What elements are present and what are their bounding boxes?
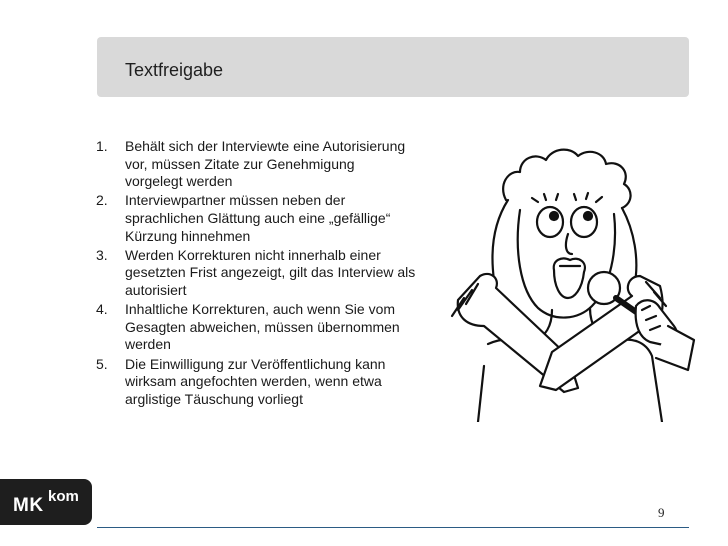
item-number: 5.: [96, 355, 108, 372]
item-number: 4.: [96, 301, 108, 318]
list-item: [96, 192, 416, 245]
item-number: 1.: [96, 138, 108, 154]
list-item: [96, 356, 416, 409]
cartoon-woman-illustration: [428, 130, 698, 422]
item-number: 2.: [96, 192, 108, 209]
logo-mk-text: MK: [13, 495, 44, 516]
slide-title: Textfreigabe: [125, 60, 224, 80]
item-text: Behält sich der Interviewte eine Autorisierung vor, müssen Zitate zur Genehmigung vorgelegt werden: [125, 138, 406, 190]
bullet-list: [96, 138, 416, 410]
page-number: 9: [658, 505, 665, 520]
hair-icon: [503, 150, 630, 208]
item-number: 3.: [96, 246, 108, 263]
item-text: Die Einwilligung zur Veröffentlichung kann wirksam angefochten werden, wenn etwa arglistige Täuschung vorliegt: [125, 355, 386, 407]
mkkom-logo: [0, 479, 92, 525]
item-text: Inhaltliche Korrekturen, auch wenn Sie vom Gesagten abweichen, müssen übernommen werden: [125, 301, 400, 353]
item-text: Interviewpartner müssen neben der sprachlichen Glättung auch eine „gefällige“ Kürzung hinnehmen: [125, 192, 391, 244]
item-text: Werden Korrekturen nicht innerhalb einer gesetzten Frist angezeigt, gilt das Interview als autorisiert: [125, 246, 416, 298]
title-bar: [97, 37, 689, 97]
footer-divider: [97, 527, 689, 528]
list-item: [96, 247, 416, 300]
list-item: [96, 301, 416, 354]
list-item: [96, 138, 416, 191]
logo-kom-text: kom: [48, 488, 79, 505]
